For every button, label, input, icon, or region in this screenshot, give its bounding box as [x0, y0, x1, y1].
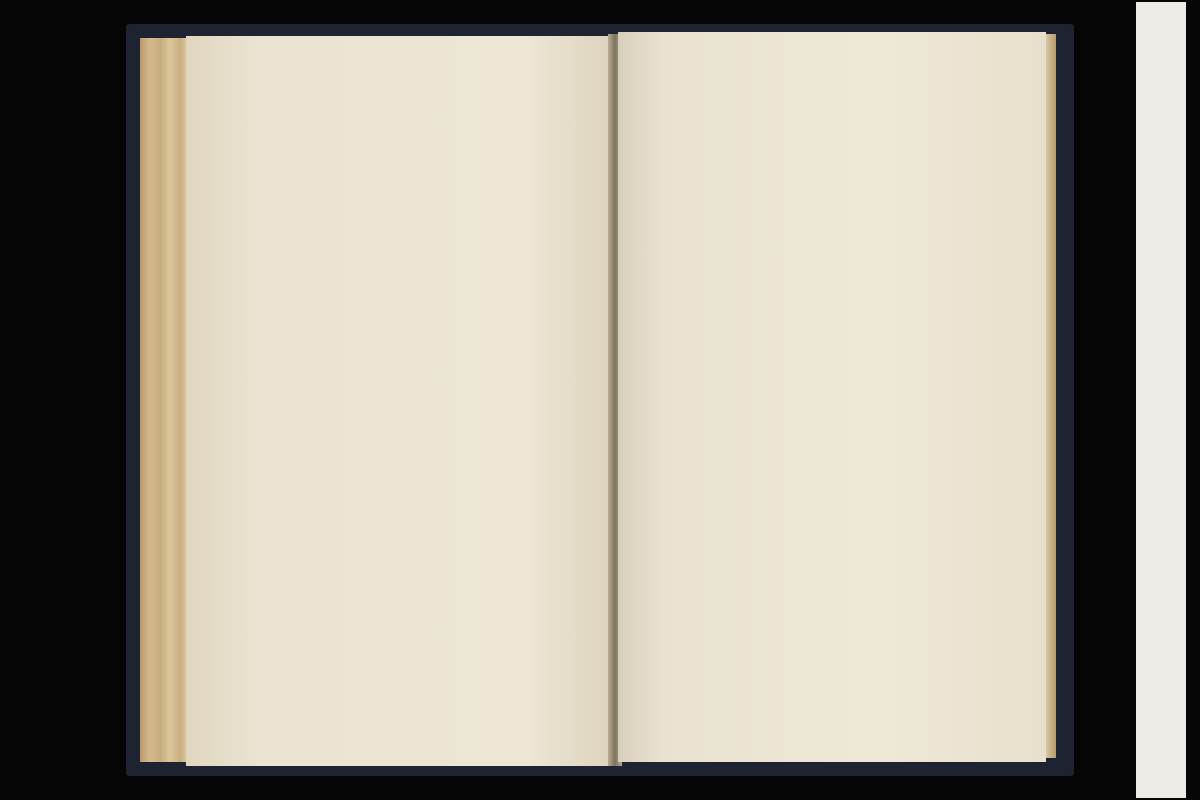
- title-block: [618, 274, 1046, 398]
- left-page-text: [244, 80, 596, 131]
- scene-description-line-2: [244, 111, 596, 127]
- composed-line: [618, 376, 1046, 396]
- work-subtitle: [618, 325, 1046, 354]
- genre-line: [618, 356, 1046, 374]
- left-page: [186, 36, 612, 766]
- ruler-ticks: [1136, 2, 1186, 798]
- work-title: [618, 274, 1046, 300]
- left-page-edges: [140, 38, 190, 762]
- ossia-label: [618, 306, 1046, 324]
- act-heading: [244, 80, 596, 96]
- measuring-ruler: [1136, 2, 1186, 798]
- right-page: [618, 32, 1046, 762]
- scene-description-line-1: [244, 96, 596, 112]
